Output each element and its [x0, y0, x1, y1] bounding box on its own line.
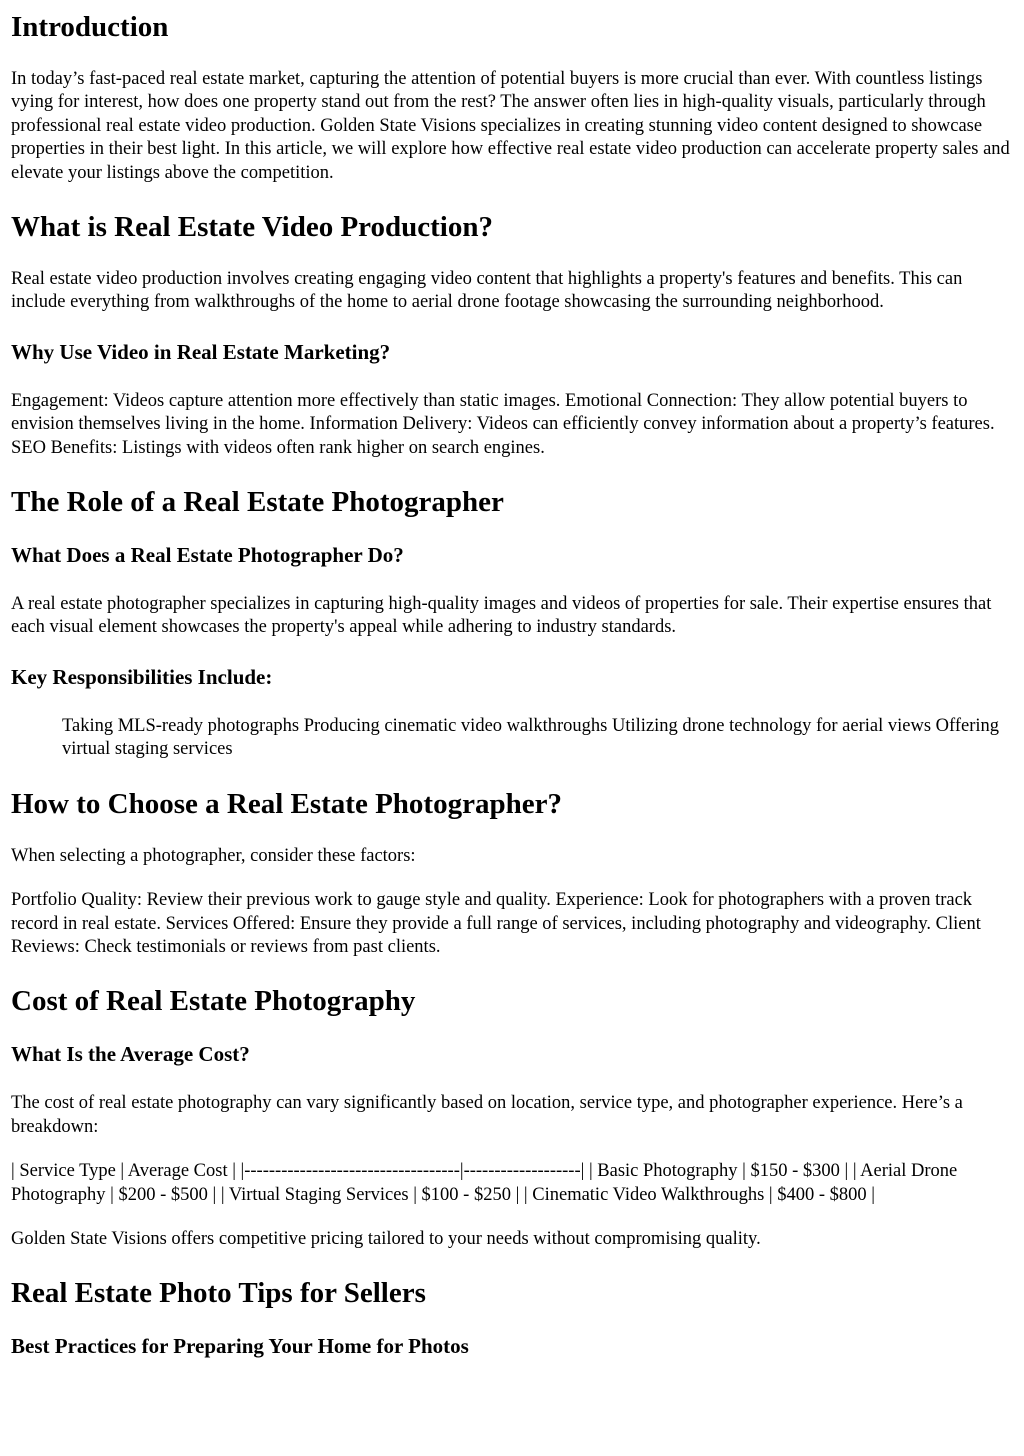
paragraph-photographer-duties: A real estate photographer specializes in capturing high-quality images and videos of properties for sale. Their expertise ensures that each visual element showcases the property's appeal while adhering to industry standards.	[11, 594, 992, 638]
article	[0, 10, 1024, 1359]
paragraph-average-cost: The cost of real estate photography can vary significantly based on location, service type, and photographer experience. Here’s a breakdown:	[11, 1093, 963, 1137]
paragraph-video-production: Real estate video production involves creating engaging video content that highlights a property's features and benefits. This can include everything from walkthroughs of the home to aerial drone footage showcasing the surrounding neighborhood.	[11, 269, 963, 313]
heading-photographer-role: The Role of a Real Estate Photographer	[11, 486, 504, 519]
heading-average-cost: What Is the Average Cost?	[11, 1042, 250, 1067]
heading-photographer-duties: What Does a Real Estate Photographer Do?	[11, 543, 404, 568]
heading-why-video: Why Use Video in Real Estate Marketing?	[11, 339, 391, 364]
paragraph-pricing: Golden State Visions offers competitive pricing tailored to your needs without compromising quality.	[11, 1228, 761, 1249]
heading-cost: Cost of Real Estate Photography	[11, 985, 416, 1018]
paragraph-why-video: Engagement: Videos capture attention more effectively than static images. Emotional Connection: They allow potential buyers to envision themselves living in the home. Information Delivery: Videos can efficiently convey information about a property’s features. SEO Benefits: Listings with videos often rank higher on search engines.	[11, 390, 995, 458]
paragraph-introduction: In today’s fast-paced real estate market, capturing the attention of potential buyers is more crucial than ever. With countless listings vying for interest, how does one property stand out from the rest? The answer often lies in high-quality visuals, particularly through professional real estate video production. Golden State Visions specializes in creating stunning video content designed to showcase properties in their best light. In this article, we will explore how effective real estate video production can accelerate property sales and elevate your listings above the competition.	[11, 69, 1010, 183]
heading-photo-tips: Real Estate Photo Tips for Sellers	[11, 1277, 426, 1310]
heading-best-practices: Best Practices for Preparing Your Home for Photos	[11, 1334, 469, 1359]
paragraph-choose-factors: Portfolio Quality: Review their previous work to gauge style and quality. Experience: Look for photographers with a proven track record in real estate. Services Offered: Ensure they provide a full range of services, including photography and videography. Client Reviews: Check testimonials or reviews from past clients.	[11, 890, 981, 957]
heading-introduction: Introduction	[11, 11, 169, 43]
quote-key-responsibilities: Taking MLS-ready photographs Producing cinematic video walkthroughs Utilizing drone technology for aerial views Offering virtual staging services	[62, 715, 1000, 760]
paragraph-choose-intro: When selecting a photographer, consider these factors:	[11, 845, 416, 866]
heading-video-production: What is Real Estate Video Production?	[11, 211, 493, 244]
heading-choose-photographer: How to Choose a Real Estate Photographer?	[11, 787, 562, 820]
heading-key-responsibilities: Key Responsibilities Include:	[11, 664, 273, 689]
paragraph-cost-table: | Service Type | Average Cost | |-----------------------------------|-------------------| | Basic Photography | $150 - $300 | | Aerial Drone Photography | $200 - $500 | | Virtual Staging Services | $100 - $250 | | Cinematic Video Walkthroughs | $400 - $800 |	[11, 1161, 958, 1205]
